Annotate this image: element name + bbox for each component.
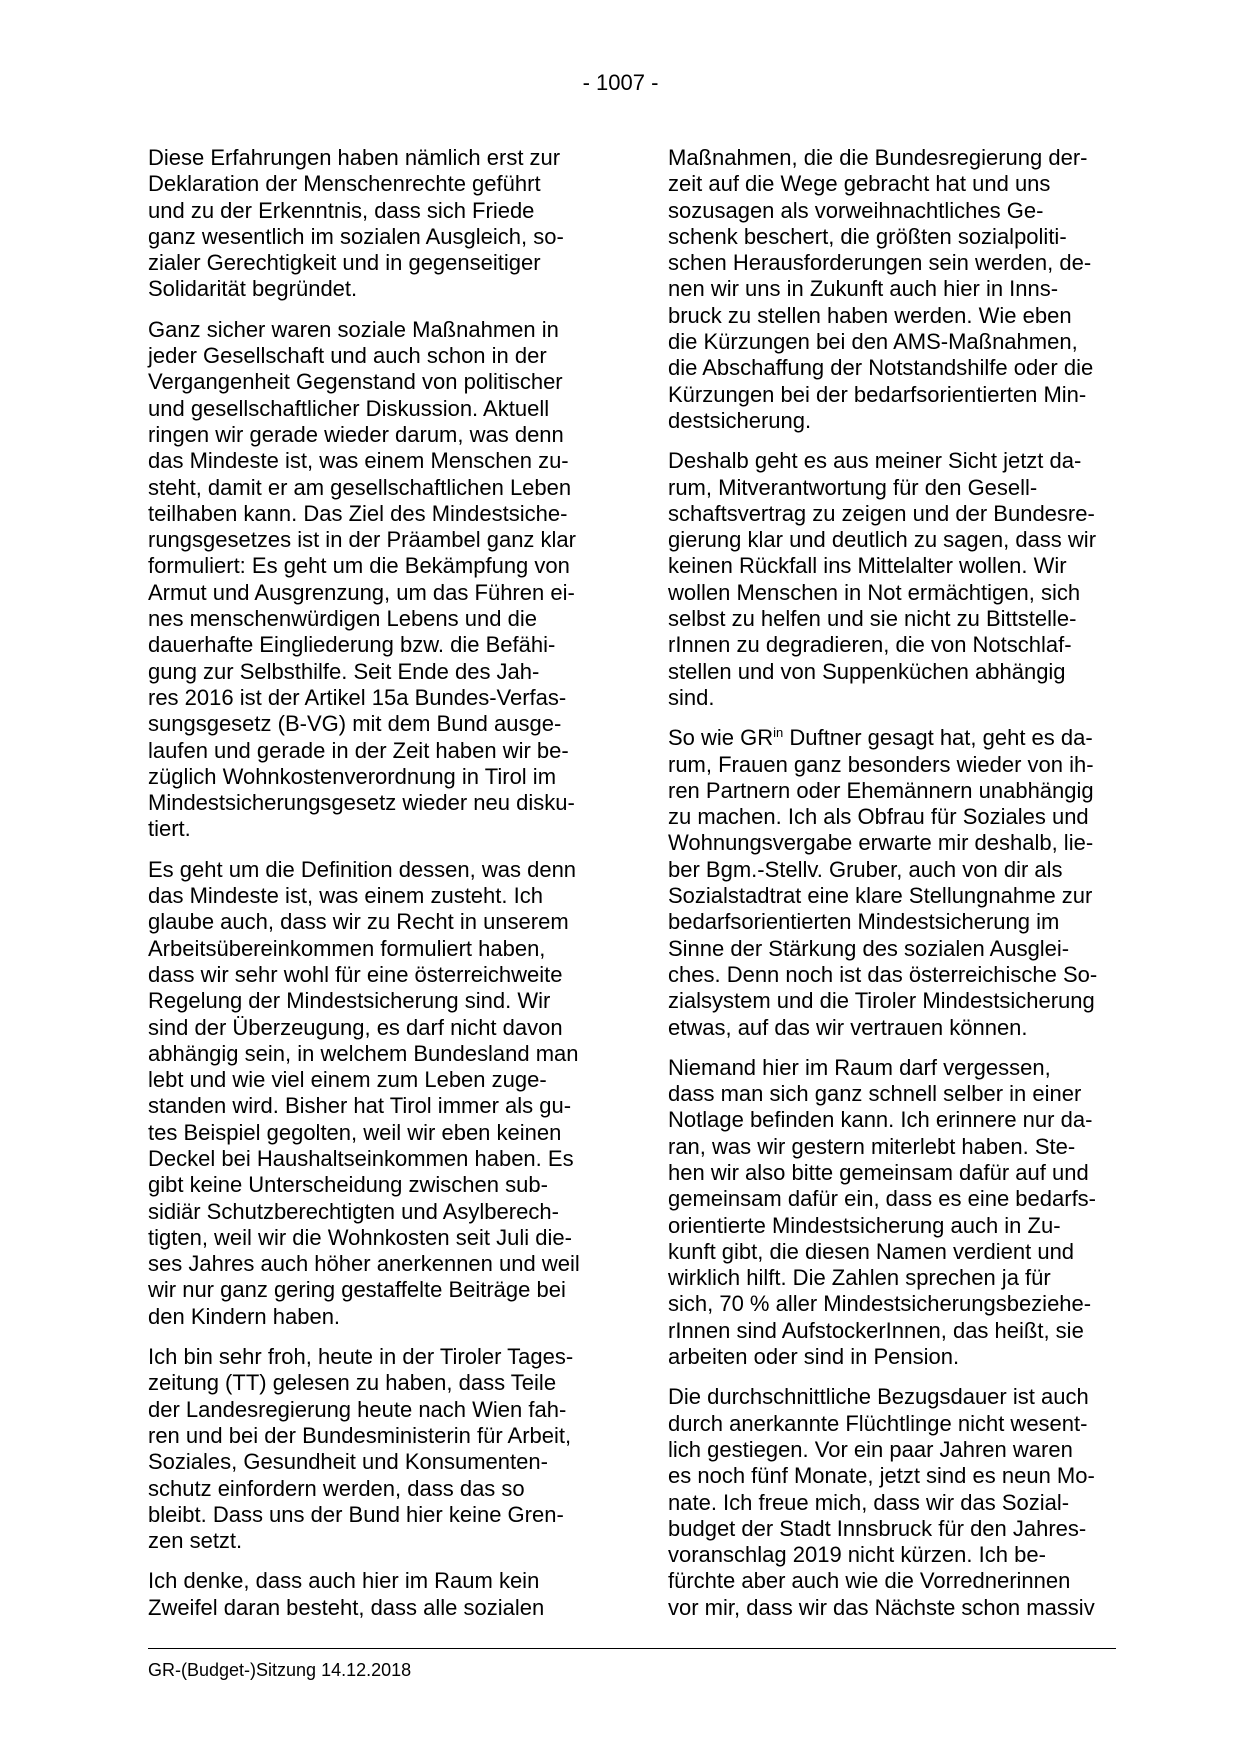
text-line: wirklich hilft. Die Zahlen sprechen ja für	[668, 1265, 1051, 1291]
text-line: ren und bei der Bundesministerin für Arbeit,	[148, 1422, 572, 1448]
text-line: gibt keine Unterscheidung zwischen sub-	[148, 1172, 548, 1198]
text-line: züglich Wohnkostenverordnung in Tirol im	[148, 763, 557, 789]
text-line: den Kindern haben.	[148, 1303, 341, 1329]
text-line: zeit auf die Wege gebracht hat und uns	[668, 171, 1051, 197]
page-number: - 1007 -	[582, 70, 659, 95]
text-line: fürchte aber auch wie die Vorrednerinnen	[668, 1568, 1071, 1594]
text-line: sidiär Schutzberechtigten und Asylberech-	[148, 1198, 559, 1224]
text-line: Regelung der Mindestsicherung sind. Wir	[148, 988, 551, 1014]
text-line: ganz wesentlich im sozialen Ausgleich, so-	[148, 223, 564, 249]
text-line: vor mir, dass wir das Nächste schon massiv	[668, 1594, 1095, 1620]
text-line: zialsystem und die Tiroler Mindestsicherung	[668, 988, 1095, 1014]
text-line: dauerhafte Eingliederung bzw. die Befähi-	[148, 632, 556, 658]
text-line: Notlage befinden kann. Ich erinnere nur da-	[668, 1107, 1093, 1133]
text-line: gemeinsam dafür ein, dass es eine bedarfs-	[668, 1186, 1097, 1212]
text-line: Wohnungsvergabe erwarte mir deshalb, lie-	[668, 830, 1094, 856]
text-line: ses Jahres auch höher anerkennen und weil	[148, 1251, 580, 1277]
text-line: lebt und wie viel einem zum Leben zuge-	[148, 1067, 547, 1093]
text-run: Duftner gesagt hat, geht es da-	[783, 725, 1093, 751]
text-line: res 2016 ist der Artikel 15a Bundes-Verfas-	[148, 684, 567, 710]
text-line: zeitung (TT) gelesen zu haben, dass Teile	[148, 1370, 557, 1396]
text-run: So wie GR	[668, 725, 774, 751]
text-line: abhängig sein, in welchem Bundesland man	[148, 1040, 579, 1066]
text-line: tigten, weil wir die Wohnkosten seit Juli die-	[148, 1224, 572, 1250]
text-line: rInnen zu degradieren, die von Notschlaf-	[668, 632, 1072, 658]
text-line: Kürzungen bei der bedarfsorientierten Min-	[668, 381, 1087, 407]
text-line: Deshalb geht es aus meiner Sicht jetzt da-	[668, 448, 1082, 474]
text-line: und gesellschaftlicher Diskussion. Aktuell	[148, 395, 550, 421]
paragraph	[148, 1568, 596, 1621]
text-line: keinen Rückfall ins Mittelalter wollen. Wir	[668, 553, 1067, 579]
text-line: Arbeitsübereinkommen formuliert haben,	[148, 935, 546, 961]
paragraph	[148, 145, 596, 303]
text-line: tiert.	[148, 816, 191, 842]
text-line: bruck zu stellen haben werden. Wie eben	[668, 302, 1072, 328]
paragraph	[148, 317, 596, 843]
text-line: ran, was wir gestern miterlebt haben. Ste-	[668, 1133, 1076, 1159]
text-line: Solidarität begründet.	[148, 276, 358, 302]
text-line: ringen wir gerade wieder darum, was denn	[148, 421, 564, 447]
text-line: glaube auch, dass wir zu Recht in unserem	[148, 909, 569, 935]
text-line: Vergangenheit Gegenstand von politischer	[148, 369, 563, 395]
text-line	[668, 725, 1116, 751]
text-line: das Mindeste ist, was einem Menschen zu-	[148, 448, 569, 474]
text-line: Sinne der Stärkung des sozialen Ausglei-	[668, 935, 1070, 961]
text-line: nes menschenwürdigen Lebens und die	[148, 606, 537, 632]
text-line: schen Herausforderungen sein werden, de-	[668, 250, 1092, 276]
text-line: rum, Frauen ganz besonders wieder von ih-	[668, 751, 1094, 777]
text-line: bedarfsorientierten Mindestsicherung im	[668, 909, 1060, 935]
text-line: etwas, auf das wir vertrauen können.	[668, 1014, 1028, 1040]
text-line: schaftsvertrag zu zeigen und der Bundesre-	[668, 500, 1095, 526]
text-line: Ich bin sehr froh, heute in der Tiroler Tages-	[148, 1344, 574, 1370]
text-line: zen setzt.	[148, 1528, 243, 1554]
text-line: budget der Stadt Innsbruck für den Jahres-	[668, 1515, 1087, 1541]
text-line: dass man sich ganz schnell selber in einer	[668, 1081, 1082, 1107]
text-line: orientierte Mindestsicherung auch in Zu-	[668, 1212, 1061, 1238]
text-line: und zu der Erkenntnis, dass sich Friede	[148, 197, 535, 223]
text-line: ches. Denn noch ist das österreichische So-	[668, 961, 1098, 987]
paragraph	[668, 1055, 1116, 1371]
text-line: Zweifel daran besteht, dass alle sozialen	[148, 1594, 545, 1620]
text-line: Niemand hier im Raum darf vergessen,	[668, 1054, 1051, 1080]
text-line: rungsgesetzes ist in der Präambel ganz klar	[148, 527, 576, 553]
text-line: Deckel bei Haushaltseinkommen haben. Es	[148, 1145, 574, 1171]
text-line: kunft gibt, die diesen Namen verdient und	[668, 1238, 1075, 1264]
paragraph	[668, 145, 1116, 434]
text-line: es noch fünf Monate, jetzt sind es neun Mo-	[668, 1463, 1095, 1489]
text-line: formuliert: Es geht um die Bekämpfung von	[148, 553, 570, 579]
text-line: sozusagen als vorweihnachtliches Ge-	[668, 197, 1044, 223]
text-line: wir nur ganz gering gestaffelte Beiträge bei	[148, 1277, 566, 1303]
text-line: Ganz sicher waren soziale Maßnahmen in	[148, 316, 559, 342]
text-line: zu machen. Ich als Obfrau für Soziales und	[668, 804, 1089, 830]
text-line: jeder Gesellschaft und auch schon in der	[148, 343, 547, 369]
text-line: sind der Überzeugung, es darf nicht davon	[148, 1014, 563, 1040]
text-line: schutz einfordern werden, dass das so	[148, 1475, 525, 1501]
text-line: Soziales, Gesundheit und Konsumenten-	[148, 1449, 548, 1475]
text-line: zialer Gerechtigkeit und in gegenseitiger	[148, 250, 541, 276]
footer-divider	[148, 1648, 1116, 1649]
text-line: die Abschaffung der Notstandshilfe oder die	[668, 355, 1094, 381]
paragraph	[148, 1344, 596, 1554]
paragraph	[668, 725, 1116, 1041]
text-line: sind.	[668, 684, 715, 710]
text-line: Deklaration der Menschenrechte geführt	[148, 171, 541, 197]
text-line: dass wir sehr wohl für eine österreichweite	[148, 961, 563, 987]
superscript: in	[773, 725, 784, 741]
text-line: durch anerkannte Flüchtlinge nicht wesent-	[668, 1410, 1088, 1436]
text-line: schenk beschert, die größten sozialpoliti-	[668, 223, 1067, 249]
text-line: Armut und Ausgrenzung, um das Führen ei-	[148, 579, 575, 605]
text-line: Diese Erfahrungen haben nämlich erst zur	[148, 145, 561, 170]
text-line: Es geht um die Definition dessen, was denn	[148, 856, 577, 882]
text-line: die Kürzungen bei den AMS-Maßnahmen,	[668, 329, 1078, 355]
text-line: Mindestsicherungsgesetz wieder neu disku-	[148, 790, 575, 816]
text-line: Ich denke, dass auch hier im Raum kein	[148, 1568, 540, 1594]
footer-session-label: GR-(Budget-)Sitzung 14.12.2018	[148, 1660, 412, 1680]
text-line: ren Partnern oder Ehemännern unabhängig	[668, 777, 1094, 803]
text-line: der Landesregierung heute nach Wien fah-	[148, 1396, 567, 1422]
left-text-column	[148, 145, 596, 1635]
text-line: nate. Ich freue mich, dass wir das Sozial-	[668, 1489, 1070, 1515]
text-line: nen wir uns in Zukunft auch hier in Inns-	[668, 276, 1059, 302]
text-line: rum, Mitverantwortung für den Gesell-	[668, 474, 1038, 500]
right-text-column	[668, 145, 1116, 1635]
text-line: tes Beispiel gegolten, weil wir eben keinen	[148, 1119, 562, 1145]
text-line: ber Bgm.-Stellv. Gruber, auch von dir als	[668, 856, 1063, 882]
text-line: gung zur Selbsthilfe. Seit Ende des Jah-	[148, 658, 540, 684]
text-line: voranschlag 2019 nicht kürzen. Ich be-	[668, 1542, 1046, 1568]
text-line: selbst zu helfen und sie nicht zu Bittstelle-	[668, 606, 1077, 632]
text-line: stellen und von Suppenküchen abhängig	[668, 658, 1066, 684]
text-line: wollen Menschen in Not ermächtigen, sich	[668, 579, 1081, 605]
text-line: hen wir also bitte gemeinsam dafür auf und	[668, 1159, 1089, 1185]
text-line: steht, damit er am gesellschaftlichen Leben	[148, 474, 572, 500]
text-line: rInnen sind AufstockerInnen, das heißt, sie	[668, 1317, 1084, 1343]
paragraph	[668, 1384, 1116, 1621]
paragraph	[668, 448, 1116, 711]
text-line: bleibt. Dass uns der Bund hier keine Gren-	[148, 1501, 564, 1527]
text-line: gierung klar und deutlich zu sagen, dass wir	[668, 527, 1097, 553]
text-line: sungsgesetz (B-VG) mit dem Bund ausge-	[148, 711, 562, 737]
text-line: laufen und gerade in der Zeit haben wir be-	[148, 737, 569, 763]
text-line: destsicherung.	[668, 407, 812, 433]
text-line: sich, 70 % aller Mindestsicherungsbeziehe-	[668, 1291, 1092, 1317]
text-line: standen wird. Bisher hat Tirol immer als gu-	[148, 1093, 572, 1119]
text-line: teilhaben kann. Das Ziel des Mindestsiche-	[148, 500, 568, 526]
text-line: das Mindeste ist, was einem zusteht. Ich	[148, 883, 543, 909]
text-line: Sozialstadtrat eine klare Stellungnahme zur	[668, 883, 1093, 909]
text-line: Maßnahmen, die die Bundesregierung der-	[668, 145, 1088, 170]
text-line: lich gestiegen. Vor ein paar Jahren waren	[668, 1436, 1073, 1462]
text-line: arbeiten oder sind in Pension.	[668, 1344, 960, 1370]
paragraph	[148, 857, 596, 1330]
text-line: Die durchschnittliche Bezugsdauer ist auch	[668, 1384, 1089, 1410]
